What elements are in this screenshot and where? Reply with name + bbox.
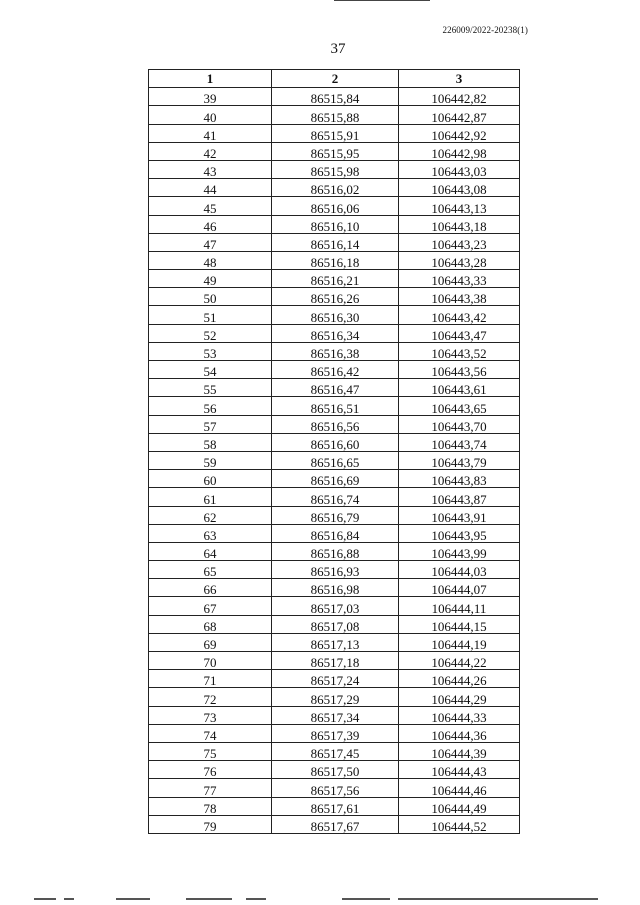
point-number-cell: 62 <box>149 506 272 524</box>
table-row <box>149 761 520 779</box>
table-row <box>149 106 520 124</box>
table-row <box>149 433 520 451</box>
x-coordinate-cell: 86516,06 <box>272 197 399 215</box>
y-coordinate-cell: 106444,11 <box>399 597 520 615</box>
x-coordinate-cell: 86517,67 <box>272 815 399 833</box>
table-row <box>149 779 520 797</box>
table-row <box>149 615 520 633</box>
column-header: 2 <box>272 70 399 88</box>
table-row <box>149 652 520 670</box>
point-number-cell: 67 <box>149 597 272 615</box>
x-coordinate-cell: 86517,61 <box>272 797 399 815</box>
y-coordinate-cell: 106443,03 <box>399 160 520 178</box>
point-number-cell: 54 <box>149 361 272 379</box>
x-coordinate-cell: 86516,18 <box>272 251 399 269</box>
table-row <box>149 233 520 251</box>
point-number-cell: 44 <box>149 179 272 197</box>
y-coordinate-cell: 106444,52 <box>399 815 520 833</box>
point-number-cell: 56 <box>149 397 272 415</box>
x-coordinate-cell: 86515,98 <box>272 160 399 178</box>
table-row <box>149 397 520 415</box>
y-coordinate-cell: 106444,26 <box>399 670 520 688</box>
table-row <box>149 124 520 142</box>
point-number-cell: 74 <box>149 724 272 742</box>
point-number-cell: 71 <box>149 670 272 688</box>
top-rule <box>334 0 430 1</box>
table-row <box>149 288 520 306</box>
x-coordinate-cell: 86516,14 <box>272 233 399 251</box>
y-coordinate-cell: 106444,33 <box>399 706 520 724</box>
x-coordinate-cell: 86517,08 <box>272 615 399 633</box>
table-row <box>149 306 520 324</box>
y-coordinate-cell: 106443,65 <box>399 397 520 415</box>
y-coordinate-cell: 106443,74 <box>399 433 520 451</box>
point-number-cell: 58 <box>149 433 272 451</box>
y-coordinate-cell: 106444,43 <box>399 761 520 779</box>
point-number-cell: 45 <box>149 197 272 215</box>
table-row <box>149 270 520 288</box>
point-number-cell: 69 <box>149 633 272 651</box>
point-number-cell: 79 <box>149 815 272 833</box>
point-number-cell: 76 <box>149 761 272 779</box>
x-coordinate-cell: 86515,84 <box>272 88 399 106</box>
table-row <box>149 633 520 651</box>
point-number-cell: 51 <box>149 306 272 324</box>
x-coordinate-cell: 86516,69 <box>272 470 399 488</box>
y-coordinate-cell: 106442,92 <box>399 124 520 142</box>
y-coordinate-cell: 106444,15 <box>399 615 520 633</box>
table-row <box>149 488 520 506</box>
coordinates-table <box>148 69 520 834</box>
point-number-cell: 64 <box>149 542 272 560</box>
point-number-cell: 50 <box>149 288 272 306</box>
table-row <box>149 179 520 197</box>
table-row <box>149 561 520 579</box>
y-coordinate-cell: 106443,87 <box>399 488 520 506</box>
y-coordinate-cell: 106444,29 <box>399 688 520 706</box>
point-number-cell: 59 <box>149 451 272 469</box>
y-coordinate-cell: 106444,03 <box>399 561 520 579</box>
table-row <box>149 215 520 233</box>
y-coordinate-cell: 106443,52 <box>399 342 520 360</box>
point-number-cell: 42 <box>149 142 272 160</box>
y-coordinate-cell: 106442,98 <box>399 142 520 160</box>
column-header: 3 <box>399 70 520 88</box>
y-coordinate-cell: 106443,13 <box>399 197 520 215</box>
point-number-cell: 78 <box>149 797 272 815</box>
table-row <box>149 670 520 688</box>
x-coordinate-cell: 86516,51 <box>272 397 399 415</box>
x-coordinate-cell: 86516,56 <box>272 415 399 433</box>
x-coordinate-cell: 86517,24 <box>272 670 399 688</box>
table-row <box>149 324 520 342</box>
point-number-cell: 53 <box>149 342 272 360</box>
x-coordinate-cell: 86516,60 <box>272 433 399 451</box>
y-coordinate-cell: 106443,47 <box>399 324 520 342</box>
point-number-cell: 47 <box>149 233 272 251</box>
y-coordinate-cell: 106443,18 <box>399 215 520 233</box>
table-row <box>149 88 520 106</box>
y-coordinate-cell: 106444,46 <box>399 779 520 797</box>
point-number-cell: 57 <box>149 415 272 433</box>
table-row <box>149 379 520 397</box>
point-number-cell: 72 <box>149 688 272 706</box>
table-row <box>149 251 520 269</box>
x-coordinate-cell: 86516,34 <box>272 324 399 342</box>
footer-scan-marks <box>0 895 640 905</box>
x-coordinate-cell: 86516,74 <box>272 488 399 506</box>
y-coordinate-cell: 106443,61 <box>399 379 520 397</box>
y-coordinate-cell: 106443,91 <box>399 506 520 524</box>
point-number-cell: 48 <box>149 251 272 269</box>
table-row <box>149 451 520 469</box>
table-body <box>149 88 520 834</box>
x-coordinate-cell: 86516,26 <box>272 288 399 306</box>
table-row <box>149 415 520 433</box>
point-number-cell: 40 <box>149 106 272 124</box>
y-coordinate-cell: 106443,99 <box>399 542 520 560</box>
y-coordinate-cell: 106444,36 <box>399 724 520 742</box>
point-number-cell: 77 <box>149 779 272 797</box>
y-coordinate-cell: 106443,79 <box>399 451 520 469</box>
x-coordinate-cell: 86517,03 <box>272 597 399 615</box>
x-coordinate-cell: 86517,45 <box>272 742 399 760</box>
point-number-cell: 52 <box>149 324 272 342</box>
y-coordinate-cell: 106443,95 <box>399 524 520 542</box>
x-coordinate-cell: 86515,88 <box>272 106 399 124</box>
table-row <box>149 142 520 160</box>
table-row <box>149 470 520 488</box>
x-coordinate-cell: 86517,50 <box>272 761 399 779</box>
table-row <box>149 579 520 597</box>
y-coordinate-cell: 106443,08 <box>399 179 520 197</box>
point-number-cell: 70 <box>149 652 272 670</box>
table-row <box>149 688 520 706</box>
table-row <box>149 706 520 724</box>
table-row <box>149 197 520 215</box>
x-coordinate-cell: 86517,34 <box>272 706 399 724</box>
x-coordinate-cell: 86516,47 <box>272 379 399 397</box>
x-coordinate-cell: 86516,88 <box>272 542 399 560</box>
column-header: 1 <box>149 70 272 88</box>
point-number-cell: 55 <box>149 379 272 397</box>
point-number-cell: 43 <box>149 160 272 178</box>
y-coordinate-cell: 106444,39 <box>399 742 520 760</box>
point-number-cell: 65 <box>149 561 272 579</box>
x-coordinate-cell: 86517,56 <box>272 779 399 797</box>
point-number-cell: 49 <box>149 270 272 288</box>
x-coordinate-cell: 86516,65 <box>272 451 399 469</box>
table-row <box>149 506 520 524</box>
point-number-cell: 41 <box>149 124 272 142</box>
point-number-cell: 46 <box>149 215 272 233</box>
point-number-cell: 68 <box>149 615 272 633</box>
y-coordinate-cell: 106443,38 <box>399 288 520 306</box>
y-coordinate-cell: 106442,82 <box>399 88 520 106</box>
x-coordinate-cell: 86517,13 <box>272 633 399 651</box>
x-coordinate-cell: 86516,42 <box>272 361 399 379</box>
y-coordinate-cell: 106443,42 <box>399 306 520 324</box>
y-coordinate-cell: 106444,19 <box>399 633 520 651</box>
page-number: 37 <box>330 41 346 57</box>
table-row <box>149 797 520 815</box>
y-coordinate-cell: 106443,33 <box>399 270 520 288</box>
x-coordinate-cell: 86517,18 <box>272 652 399 670</box>
y-coordinate-cell: 106444,22 <box>399 652 520 670</box>
point-number-cell: 60 <box>149 470 272 488</box>
table-row <box>149 542 520 560</box>
point-number-cell: 75 <box>149 742 272 760</box>
point-number-cell: 73 <box>149 706 272 724</box>
y-coordinate-cell: 106443,28 <box>399 251 520 269</box>
x-coordinate-cell: 86516,30 <box>272 306 399 324</box>
table-row <box>149 342 520 360</box>
y-coordinate-cell: 106443,56 <box>399 361 520 379</box>
point-number-cell: 66 <box>149 579 272 597</box>
x-coordinate-cell: 86516,10 <box>272 215 399 233</box>
table-row <box>149 361 520 379</box>
y-coordinate-cell: 106442,87 <box>399 106 520 124</box>
x-coordinate-cell: 86516,02 <box>272 179 399 197</box>
point-number-cell: 39 <box>149 88 272 106</box>
table-row <box>149 160 520 178</box>
x-coordinate-cell: 86516,79 <box>272 506 399 524</box>
table-row <box>149 597 520 615</box>
x-coordinate-cell: 86516,38 <box>272 342 399 360</box>
x-coordinate-cell: 86515,95 <box>272 142 399 160</box>
point-number-cell: 61 <box>149 488 272 506</box>
y-coordinate-cell: 106444,49 <box>399 797 520 815</box>
x-coordinate-cell: 86516,98 <box>272 579 399 597</box>
document-reference: 226009/2022-20238(1) <box>442 25 528 35</box>
x-coordinate-cell: 86517,39 <box>272 724 399 742</box>
y-coordinate-cell: 106443,23 <box>399 233 520 251</box>
table-row <box>149 524 520 542</box>
point-number-cell: 63 <box>149 524 272 542</box>
x-coordinate-cell: 86517,29 <box>272 688 399 706</box>
x-coordinate-cell: 86516,93 <box>272 561 399 579</box>
x-coordinate-cell: 86516,21 <box>272 270 399 288</box>
y-coordinate-cell: 106443,70 <box>399 415 520 433</box>
table-row <box>149 724 520 742</box>
x-coordinate-cell: 86516,84 <box>272 524 399 542</box>
x-coordinate-cell: 86515,91 <box>272 124 399 142</box>
table-row <box>149 742 520 760</box>
table-header-row <box>149 70 520 88</box>
table-row <box>149 815 520 833</box>
y-coordinate-cell: 106444,07 <box>399 579 520 597</box>
y-coordinate-cell: 106443,83 <box>399 470 520 488</box>
